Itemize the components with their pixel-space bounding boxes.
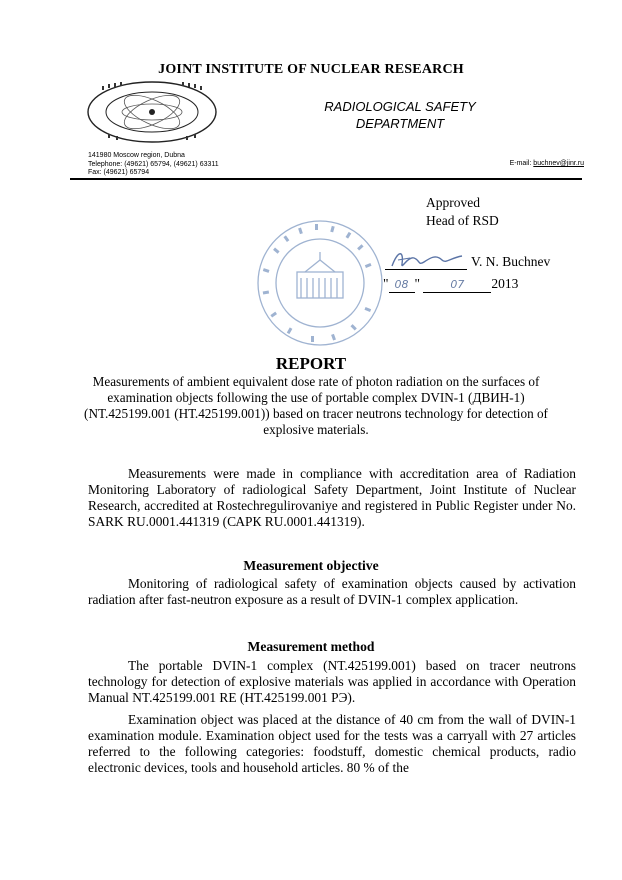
telephone-line: Telephone: (49621) 65794, (49621) 63311 — [88, 160, 219, 168]
approval-block — [426, 194, 499, 230]
address-line: 141980 Moscow region, Dubna — [88, 152, 185, 159]
institute-title: JOINT INSTITUTE OF NUCLEAR RESEARCH — [158, 62, 464, 77]
intro-paragraph: Measurements were made in compliance with accreditation area of Radiation Monitoring Laboratory of radiological Safety Department, Joint Institute of Nuclear Research, accredited at Rostechregulirovaniye and registered in Public Register under No. SARK RU.0001.441319 (САРК RU.0001.441319). — [88, 466, 576, 529]
email-line — [510, 160, 584, 169]
date-day: 08 — [394, 278, 409, 291]
report-subtitle: Measurements of ambient equivalent dose rate of photon radiation on the surfaces of examination objects following the use of portable complex DVIN-1 (ДВИН-1) (NT.425199.001 (НТ.425199.001)) based on tracer neutrons technology for detection of explosive materials. — [84, 374, 548, 437]
department-name — [300, 98, 500, 132]
date-month: 07 — [450, 278, 465, 291]
position-label: Head of RSD — [426, 213, 499, 228]
address-block — [88, 152, 219, 178]
signer-name: V. N. Buchnev — [471, 254, 551, 269]
method-paragraph-1: The portable DVIN-1 complex (NT.425199.001) based on tracer neutrons technology for detection of explosive materials was applied in accordance with Operation Manual NT.425199.001 RE (НТ.425199.001 РЭ). — [88, 658, 576, 705]
handwritten-signature — [388, 246, 466, 272]
header-divider — [70, 178, 582, 180]
jinr-logo — [84, 78, 220, 146]
email-link[interactable]: buchnev@jinr.ru — [533, 160, 584, 167]
method-paragraph-2: Examination object was placed at the distance of 40 cm from the wall of DVIN-1 examination module. Examination object used for the tests was a carryall with 27 articles referred to the following categories: foodstuff, domestic chemical products, radio electronic devices, tools and household articles. 80 % of the — [88, 712, 576, 775]
fax-line: Fax: (49621) 65794 — [88, 169, 150, 176]
objective-heading: Measurement objective — [243, 558, 379, 573]
official-stamp — [255, 218, 385, 348]
department-line-1: RADIOLOGICAL SAFETY — [324, 99, 476, 114]
approved-label: Approved — [426, 195, 480, 210]
date-year: 2013 — [491, 276, 519, 291]
objective-paragraph: Monitoring of radiological safety of examination objects caused by activation radiation after fast-neutron exposure as a result of DVIN-1 complex application. — [88, 576, 576, 607]
report-title: REPORT — [275, 354, 347, 373]
method-heading: Measurement method — [247, 639, 375, 654]
department-line-2: DEPARTMENT — [355, 116, 445, 131]
approval-date: " 08 " 07 2013 — [383, 276, 519, 291]
email-label: E-mail: — [509, 160, 534, 167]
